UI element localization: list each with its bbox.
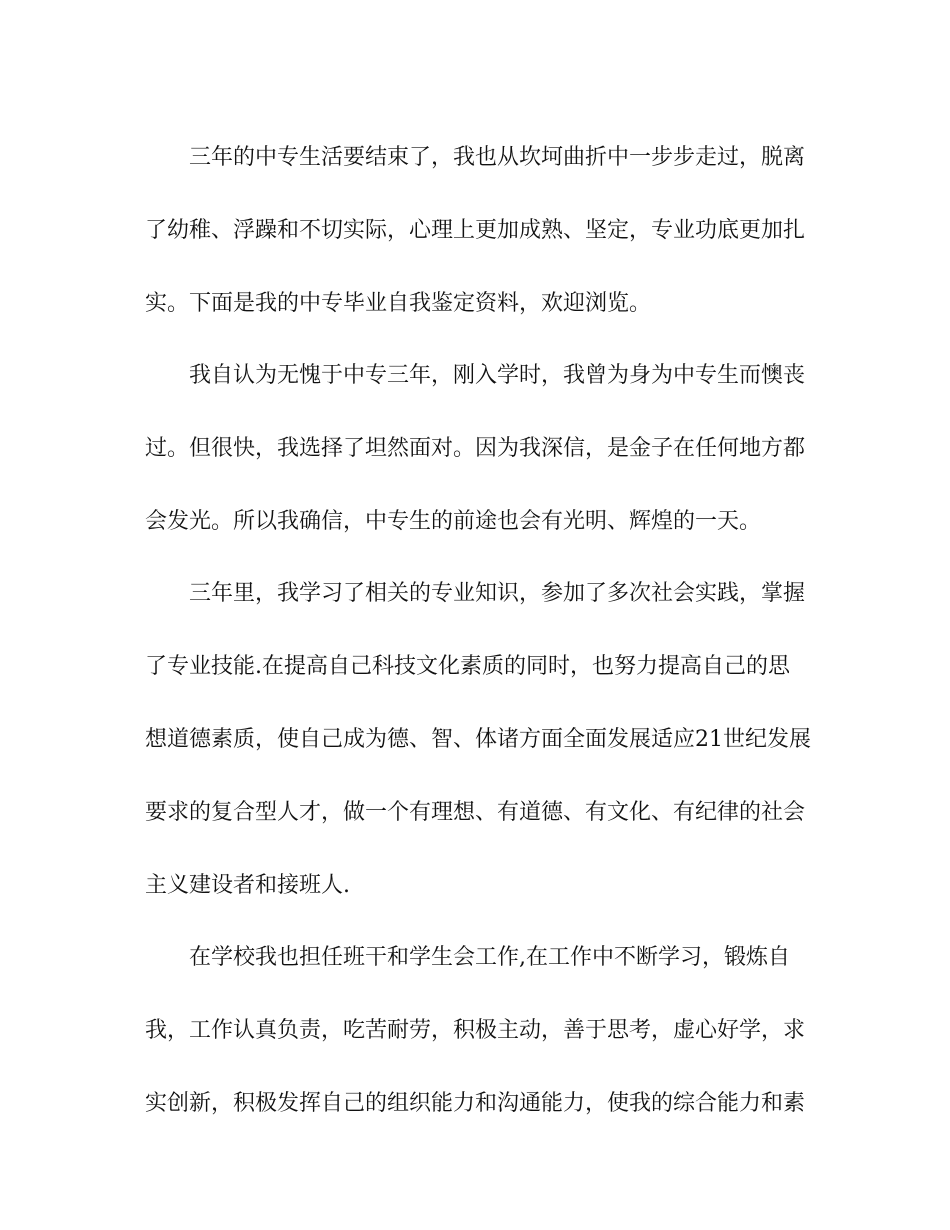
paragraph-line: 我，工作认真负责，吃苦耐劳，积极主动，善于思考，虚心好学，求 <box>145 1018 806 1043</box>
paragraph-line: 三年里，我学习了相关的专业知识，参加了多次社会实践，掌握 <box>189 581 806 606</box>
paragraph-line: 了专业技能.在提高自己科技文化素质的同时，也努力提高自己的思 <box>145 654 790 679</box>
paragraph-line: 要求的复合型人才，做一个有理想、有道德、有文化、有纪律的社会 <box>145 800 806 825</box>
paragraph-2 <box>145 356 810 574</box>
document-body <box>145 138 810 1157</box>
paragraph-line: 了幼稚、浮躁和不切实际，心理上更加成熟、坚定，专业功底更加扎 <box>145 218 806 243</box>
paragraph-line: 我自认为无愧于中专三年，刚入学时，我曾为身为中专生而懊丧 <box>189 363 806 388</box>
paragraph-line: 主义建设者和接班人. <box>145 873 350 898</box>
paragraph-3 <box>145 574 810 938</box>
paragraph-1 <box>145 138 810 356</box>
paragraph-4 <box>145 938 810 1157</box>
paragraph-line: 三年的中专生活要结束了，我也从坎坷曲折中一步步走过，脱离 <box>189 145 806 170</box>
paragraph-line: 实。下面是我的中专毕业自我鉴定资料，欢迎浏览。 <box>145 291 652 316</box>
paragraph-line: 实创新，积极发挥自己的组织能力和沟通能力，使我的综合能力和素 <box>145 1091 806 1116</box>
paragraph-line: 过。但很快，我选择了坦然面对。因为我深信，是金子在任何地方都 <box>145 436 806 461</box>
paragraph-line: 会发光。所以我确信，中专生的前途也会有光明、辉煌的一天。 <box>145 509 762 534</box>
paragraph-line: 在学校我也担任班干和学生会工作,在工作中不断学习，锻炼自 <box>189 945 790 970</box>
paragraph-line: 想道德素质，使自己成为德、智、体诸方面全面发展适应21世纪发展 <box>145 727 811 752</box>
